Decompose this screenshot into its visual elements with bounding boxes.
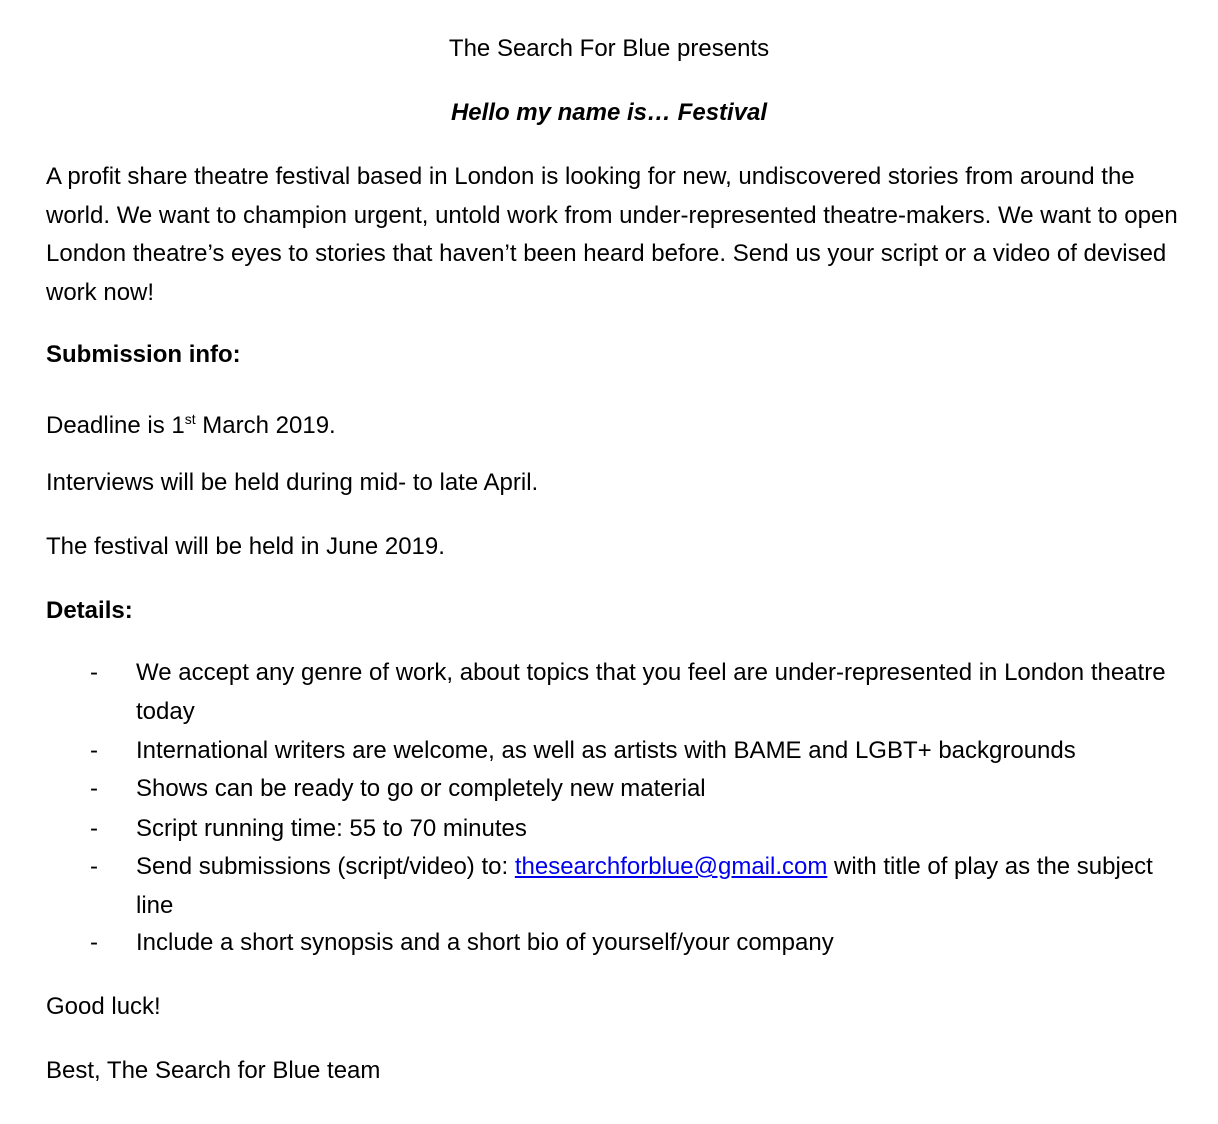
good-luck: Good luck!: [46, 993, 161, 1020]
list-item: Include a short synopsis and a short bio of yourself/your company: [136, 929, 834, 956]
list-item: International writers are welcome, as well as artists with BAME and LGBT+ backgrounds: [136, 737, 1076, 764]
deadline-text: Deadline is 1: [46, 412, 185, 439]
signoff: Best, The Search for Blue team: [46, 1057, 381, 1084]
list-item: [136, 848, 1178, 925]
deadline-line: [46, 400, 1178, 446]
list-item: We accept any genre of work, about topics that you feel are under-represented in London theatre today: [136, 659, 1166, 725]
submission-text: Send submissions (script/video) to:: [136, 853, 515, 880]
bullet: -: [90, 659, 98, 686]
list-item: Script running time: 55 to 70 minutes: [136, 815, 527, 842]
bullet: -: [90, 775, 98, 802]
interviews-line: Interviews will be held during mid- to late April.: [46, 469, 539, 496]
presenter-line: The Search For Blue presents: [448, 35, 770, 62]
bullet: -: [90, 737, 98, 764]
email-suffix: with title of play as the subject line: [136, 853, 1153, 919]
email-link[interactable]: thesearchforblue@gmail.com: [514, 853, 828, 880]
festival-title: Hello my name is… Festival: [450, 99, 768, 126]
festival-line: The festival will be held in June 2019.: [46, 533, 445, 560]
submission-heading: Submission info:: [46, 341, 241, 368]
intro-paragraph: A profit share theatre festival based in London is looking for new, undiscovered stories from around the world. We want to champion urgent, untold work from under-represented theatre-makers. We want to open London theatre’s eyes to stories that haven’t been heard before. Send us your script or a video of devised work now!: [46, 163, 1178, 306]
deadline-sup: st: [184, 411, 196, 427]
bullet: -: [90, 929, 98, 956]
bullet: -: [90, 815, 98, 842]
list-item: Shows can be ready to go or completely new material: [136, 775, 706, 802]
details-heading: Details:: [46, 597, 133, 624]
bullet: -: [90, 853, 98, 880]
deadline-suffix: March 2019.: [195, 412, 336, 439]
